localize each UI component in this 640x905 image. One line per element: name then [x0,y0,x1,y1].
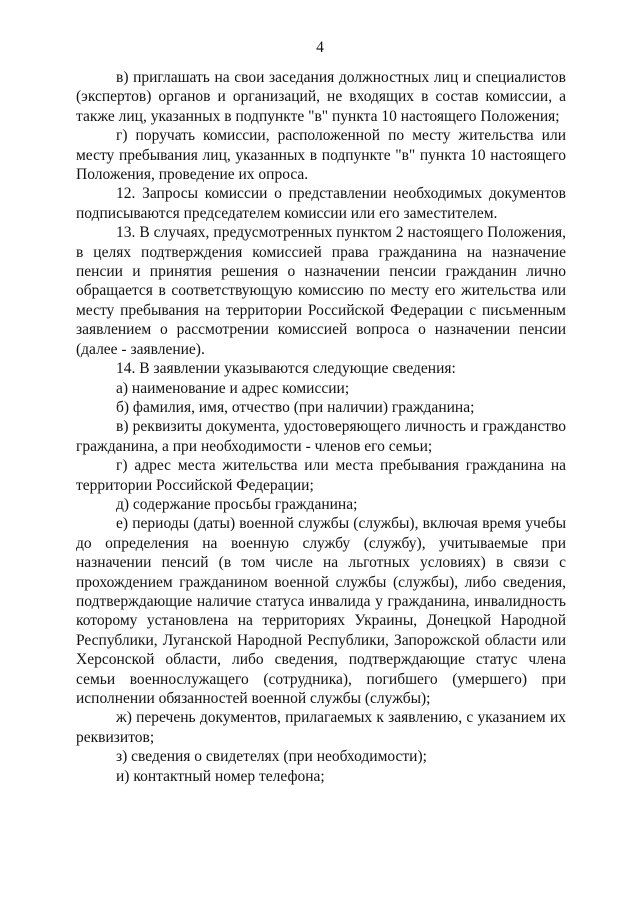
paragraph-14-a: а) наименование и адрес комиссии; [116,379,350,397]
page-number: 4 [316,39,324,56]
document-body [76,68,566,786]
paragraph-14-z: з) сведения о свидетелях (при необходимости); [116,748,427,766]
paragraph-14: 14. В заявлении указываются следующие сведения: [116,360,456,378]
paragraph-14-v: в) реквизиты документа, удостоверяющего личность и гражданство гражданина, а при необходимости - членов его семьи; [76,418,566,455]
paragraph-11-g: г) поручать комиссии, расположенной по месту жительства или месту пребывания лиц, указанных в подпункте "в" пункта 10 настоящего Положения, проведение их опроса. [76,127,566,184]
paragraph-14-g: г) адрес места жительства или места пребывания гражданина на территории Российской Федерации; [76,457,566,494]
paragraph-11-v: в) приглашать на свои заседания должностных лиц и специалистов (экспертов) органов и организаций, не входящих в состав комиссии, а также лиц, указанных в подпункте "в" пункта 10 настоящего Положения; [76,69,566,125]
paragraph-14-zh: ж) перечень документов, прилагаемых к заявлению, с указанием их реквизитов; [76,709,566,746]
paragraph-13: 13. В случаях, предусмотренных пунктом 2 настоящего Положения, в целях подтверждения комиссией права гражданина на назначение пенсии и принятия решения о назначении пенсии гражданин лично обращается в соответствующую комиссию по месту его жительства или месту пребывания на территории Российской Федерации с письменным заявлением о рассмотрении комиссией вопроса о назначении пенсии (далее - заявление). [76,224,566,358]
paragraph-14-b: б) фамилия, имя, отчество (при наличии) гражданина; [116,398,475,416]
paragraph-14-e: е) периоды (даты) военной службы (службы), включая время учебы до определения на военную службу (службу), учитываемые при назначении пенсий (в том числе на льготных условиях) в связи с прохождением гражданином военной службы (службы), либо сведения, подтверждающие наличие статуса инвалида у гражданина, инвалидность которому установлена на территориях Украины, Донецкой Народной Республики, Луганской Народной Республики, Запорожской области или Херсонской области, либо сведения, подтверждающие статус члена семьи военнослужащего (сотрудника), погибшего (умершего) при исполнении обязанностей военной службы (службы); [76,515,566,707]
paragraph-14-i: и) контактный номер телефона; [116,767,325,785]
paragraph-12: 12. Запросы комиссии о представлении необходимых документов подписываются председателем комиссии или его заместителем. [76,185,566,222]
paragraph-14-d: д) содержание просьбы гражданина; [116,495,358,513]
